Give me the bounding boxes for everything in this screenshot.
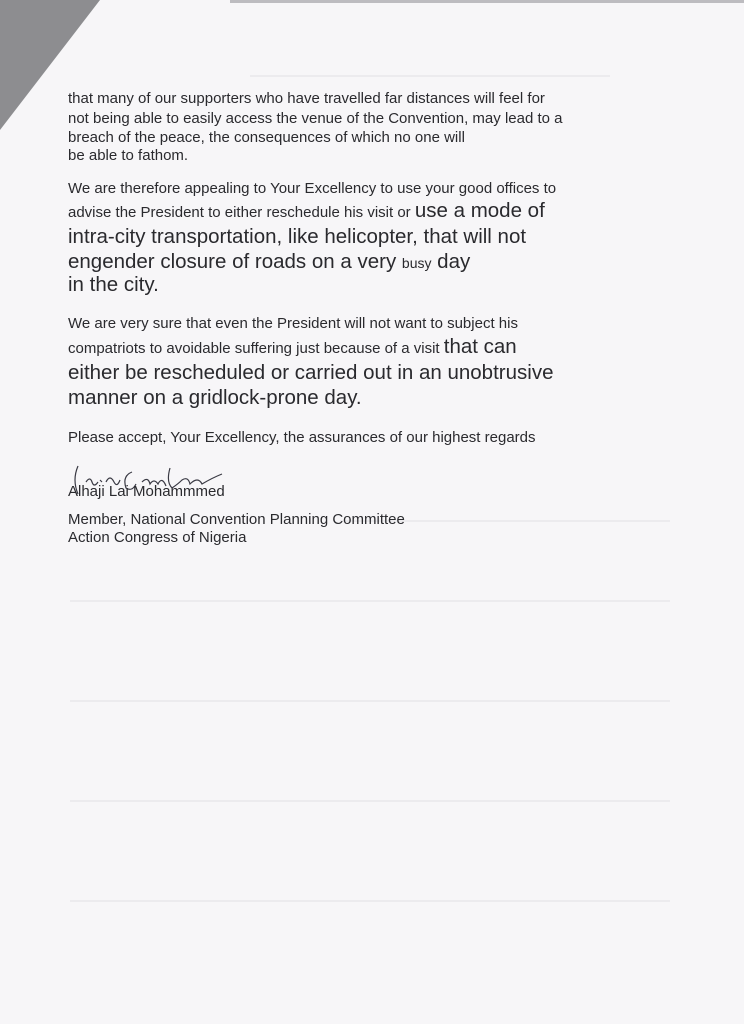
text-run: advise the President to either reschedule his visit or	[68, 204, 415, 221]
paragraph-line: We are very sure that even the President will not want to subject his	[68, 315, 518, 332]
signatory-name: Alhaji Lai Mohammmed	[68, 483, 225, 500]
bleed-through	[70, 700, 670, 702]
text-run: engender closure of roads on a very	[68, 250, 402, 273]
bleed-through	[70, 600, 670, 602]
text-run: busy	[401, 255, 432, 271]
paragraph-line: not being able to easily access the venue of the Convention, may lead to a	[68, 110, 563, 127]
paragraph-line	[68, 335, 517, 358]
text-run: day	[431, 250, 471, 273]
paragraph-line: intra-city transportation, like helicopter, that will not	[68, 225, 527, 248]
page-top-edge	[230, 0, 744, 3]
text-run: use a mode of	[414, 199, 545, 222]
text-run: that can	[443, 335, 517, 358]
paragraph-line	[68, 199, 545, 222]
paragraph-line: We are therefore appealing to Your Excellency to use your good offices to	[68, 180, 557, 197]
signatory-organization: Action Congress of Nigeria	[68, 529, 247, 546]
paragraph-line: be able to fathom.	[68, 147, 189, 164]
paragraph-line: breach of the peace, the consequences of which no one will	[68, 129, 465, 146]
paragraph-line	[68, 250, 471, 273]
paragraph-line: either be rescheduled or carried out in an unobtrusive	[68, 361, 554, 384]
signatory-title: Member, National Convention Planning Committee	[68, 511, 405, 528]
bleed-through	[70, 800, 670, 802]
paragraph-line: that many of our supporters who have travelled far distances will feel for	[68, 90, 545, 107]
closing-line: Please accept, Your Excellency, the assurances of our highest regards	[68, 429, 536, 446]
bleed-through	[250, 75, 610, 77]
paragraph-line: manner on a gridlock-prone day.	[68, 386, 362, 409]
bleed-through	[70, 900, 670, 902]
text-run: compatriots to avoidable suffering just because of a visit	[68, 340, 444, 357]
paragraph-line: in the city.	[68, 273, 159, 296]
